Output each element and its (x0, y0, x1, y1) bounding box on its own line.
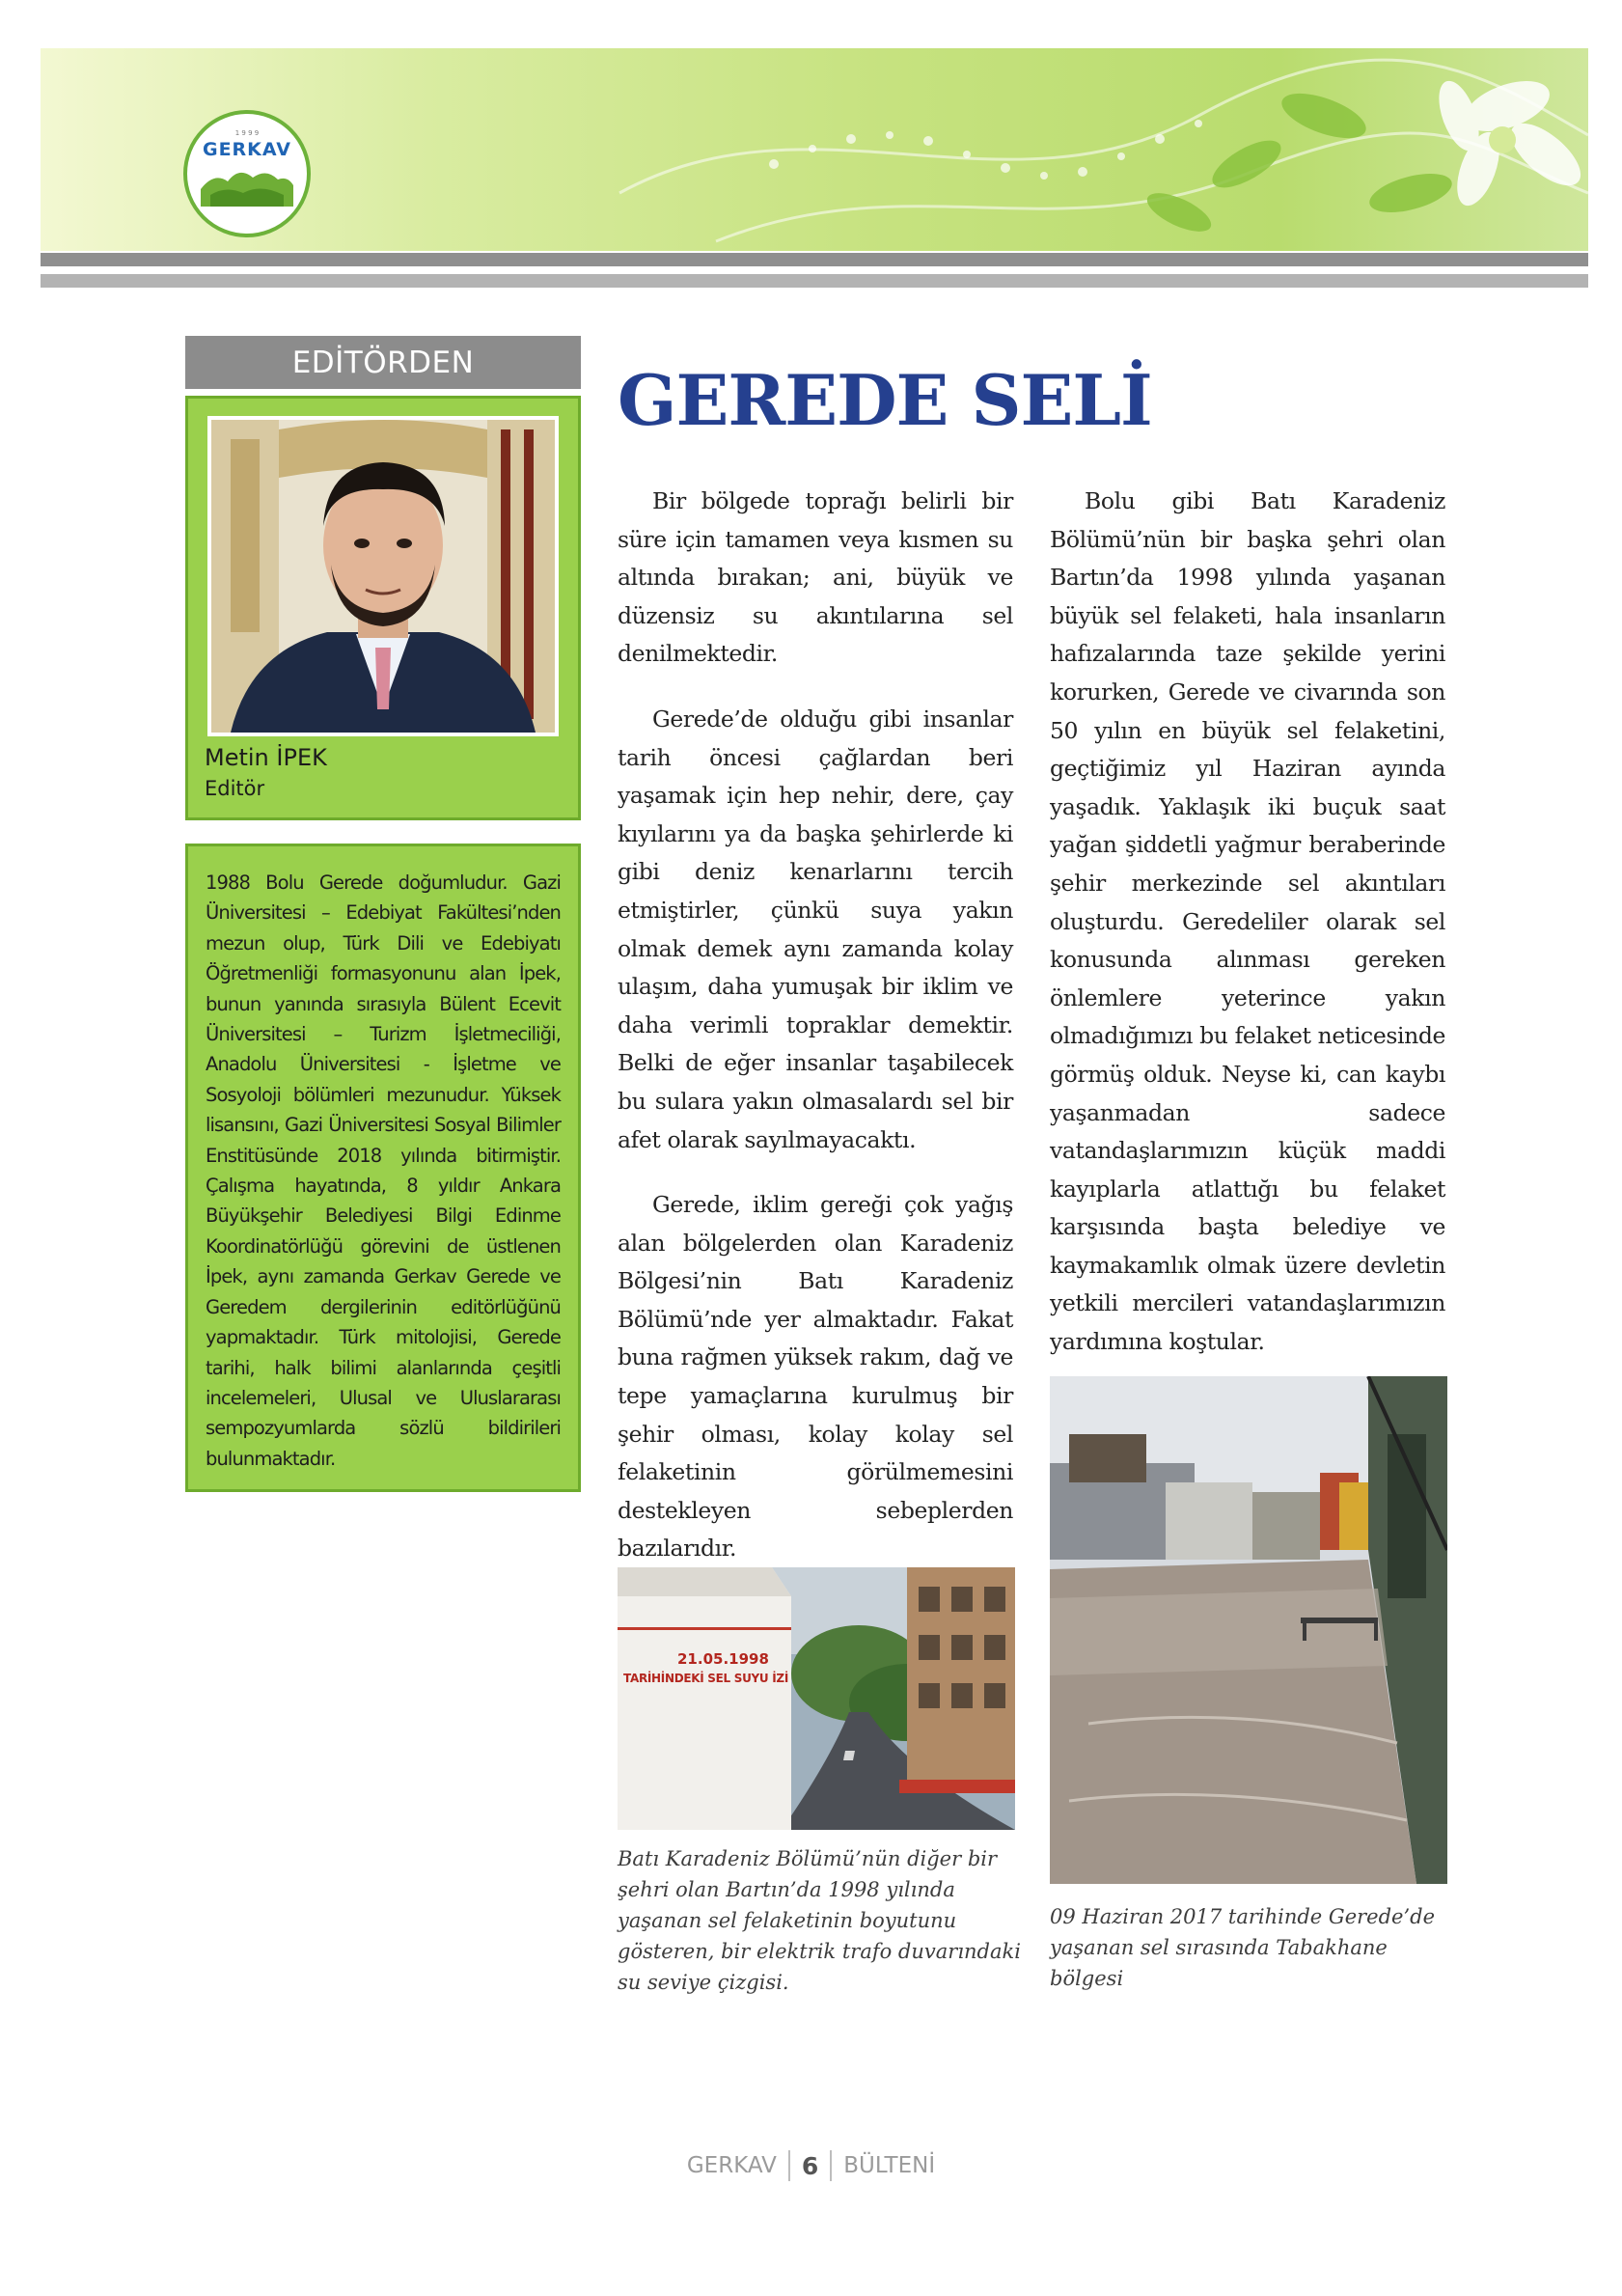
article-column-left (618, 483, 1013, 1595)
photo-caption-1: Batı Karadeniz Bölümü’nün diğer bir şehri olan Bartın’da 1998 yılında yaşanan sel felaketinin boyutunu gösteren, bir elektrik trafo duvarındaki su seviye çizgisi. (618, 1847, 1021, 1994)
article-column-right (1050, 483, 1445, 1389)
logo-year: 1 9 9 9 (234, 129, 260, 137)
gerkav-logo (183, 110, 311, 237)
flooded-street-photo (1050, 1376, 1447, 1884)
footer-right-text: BÜLTENİ (843, 2153, 936, 2178)
header-rule-dark (41, 253, 1588, 266)
flooded-street-image (1050, 1376, 1447, 1884)
editor-bio-card (185, 844, 581, 1492)
editor-bio-text: 1988 Bolu Gerede doğumludur. Gazi Üniversitesi – Edebiyat Fakültesi’nden mezun olup, Türk Dili ve Edebiyatı Öğretmenliği formasyonunu alan İpek, bunun yanında sırasıyla Bülent Ecevit Üniversitesi – Turizm İşletmeciliği, Anadolu Üniversitesi - İşletme ve Sosyoloji bölümleri mezunudur. Yüksek lisansını, Gazi Üniversitesi Sosyal Bilimler Enstitüsünde 2018 yılında bitirmiştir. Çalışma hayatında, 8 yıldır Ankara Büyükşehir Belediyesi Bilgi Edinme Koordinatörlüğü görevini de üstlenen İpek, aynı zamanda Gerkav Gerede ve Geredem dergilerinin editörlüğünü yapmaktadır. Türk mitolojisi, Gerede tarihi, halk bilimi alanlarında çeşitli incelemeleri, Ulusal ve Uluslararası sempozyumlarda sözlü bildirileri bulunmaktadır. (206, 871, 561, 1470)
footer-divider (830, 2150, 832, 2181)
article-paragraph: Bolu gibi Batı Karadeniz Bölümü’nün bir başka şehri olan Bartın’da 1998 yılında yaşanan büyük sel felaketi, hala insanların hafızalarında taze şekilde yerini korurken, Gerede ve civarında son 50 yılın en büyük sel felaketini, geçtiğimiz yıl Haziran ayında yaşadık. Yaklaşık iki buçuk saat yağan şiddetli yağmur beraberinde şehir merkezinde sel akıntıları oluşturdu. Geredeliler olarak sel konusunda alınması gereken önlemlere yeterince yakın olmadığımızı bu felaket neticesinde görmüş olduk. Neyse ki, can kaybı yaşanmadan sadece vatandaşlarımızın küçük maddi kayıplarla atlattığı bu felaket karşısında başta belediye ve kaymakamlık olmak üzere devletin yetkili mercileri vatandaşlarımızın yardımına koştular. (1050, 487, 1445, 1356)
article-paragraph: Gerede’de olduğu gibi insanlar tarih öncesi çağlardan beri yaşamak için hep nehir, dere, çay kıyılarını ya da başka şehirlerde ki gibi deniz kenarlarını tercih etmiştirler, çünkü suya yakın olmak demek aynı zamanda kolay ulaşım, daha yumuşak bir iklim ve daha verimli topraklar demektir. Belki de eğer insanlar taşabilecek bu sulara yakın olmasalardı sel bir afet olarak sayılmayacaktı. (618, 705, 1013, 1153)
editor-section-header: EDİTÖRDEN (185, 336, 581, 393)
page-number: 6 (801, 2151, 819, 2180)
flood-mark-text: TARİHİNDEKİ SEL SUYU İZİ (623, 1672, 788, 1685)
editor-role: Editör (205, 777, 265, 800)
article-paragraph: Gerede, iklim gereği çok yağış alan bölgelerden olan Karadeniz Bölgesi’nin Batı Karadeniz Bölümü’nde yer almaktadır. Fakat buna rağmen yüksek rakım, dağ ve tepe yamaçlarına kurulmuş bir şehir olması, kolay kolay sel felaketinin görülmemesini destekleyen sebeplerden bazılarıdır. (618, 1191, 1013, 1563)
editor-photo (207, 416, 559, 736)
article-title: GEREDE SELİ (618, 359, 1152, 441)
flood-mark-image (618, 1567, 1015, 1830)
footer-divider (788, 2150, 790, 2181)
footer-left-text: GERKAV (686, 2153, 777, 2178)
flood-mark-date: 21.05.1998 (677, 1650, 769, 1668)
header-rule-light (41, 274, 1588, 288)
article-paragraph: Bir bölgede toprağı belirli bir süre için tamamen veya kısmen su altında bırakan; ani, büyük ve düzensiz su akıntılarına sel denilmektedir. (618, 487, 1013, 668)
logo-hills-icon (201, 164, 293, 207)
logo-name: GERKAV (202, 139, 292, 160)
editor-portrait-image (211, 420, 555, 733)
editor-name: Metin İPEK (205, 744, 327, 771)
editor-profile-card (185, 396, 581, 820)
flood-mark-photo (618, 1567, 1015, 1830)
photo-caption-2: 09 Haziran 2017 tarihinde Gerede’de yaşanan sel sırasında Tabakhane bölgesi (1050, 1905, 1435, 1990)
page-footer (0, 2146, 1622, 2185)
